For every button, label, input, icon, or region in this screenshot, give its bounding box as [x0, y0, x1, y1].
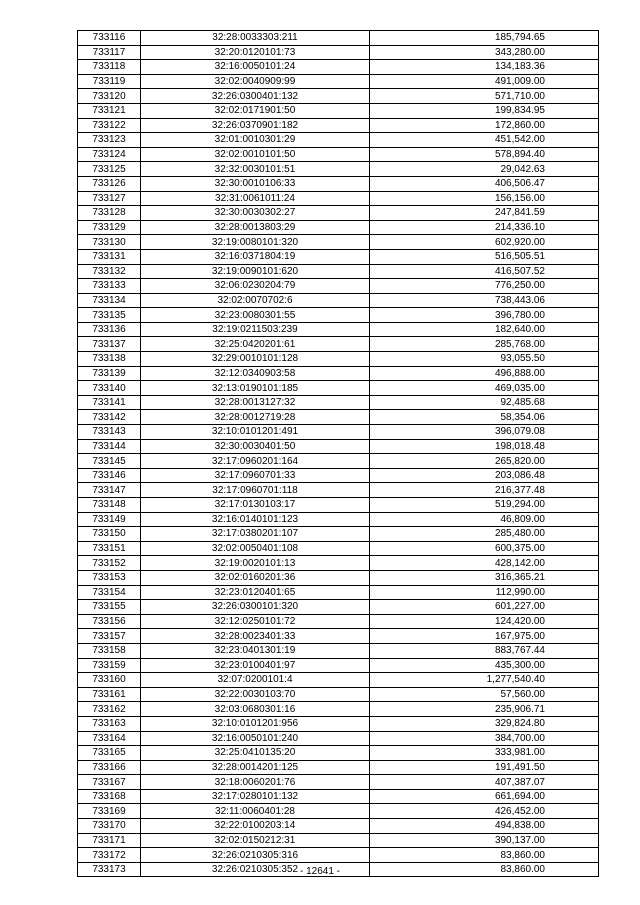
amount-cell: 316,365.21 — [370, 570, 599, 585]
table-row — [78, 746, 599, 761]
cadastral-number-cell: 32:02:0160201:36 — [141, 570, 370, 585]
amount-cell: 390,137.00 — [370, 833, 599, 848]
amount-cell: 329,824.80 — [370, 716, 599, 731]
amount-cell: 83,860.00 — [370, 848, 599, 863]
table-row — [78, 425, 599, 440]
amount-cell: 112,990.00 — [370, 585, 599, 600]
amount-cell: 124,420.00 — [370, 614, 599, 629]
record-id-cell: 733123 — [78, 133, 141, 148]
amount-cell: 134,183.36 — [370, 60, 599, 75]
amount-cell: 496,888.00 — [370, 366, 599, 381]
cadastral-number-cell: 32:28:0033303:211 — [141, 31, 370, 46]
table-row — [78, 643, 599, 658]
table-row — [78, 45, 599, 60]
table-row — [78, 31, 599, 46]
amount-cell: 285,480.00 — [370, 527, 599, 542]
table-row — [78, 702, 599, 717]
table-row — [78, 176, 599, 191]
record-id-cell: 733127 — [78, 191, 141, 206]
record-id-cell: 733126 — [78, 176, 141, 191]
record-id-cell: 733157 — [78, 629, 141, 644]
record-id-cell: 733151 — [78, 541, 141, 556]
cadastral-number-cell: 32:18:0060201:76 — [141, 775, 370, 790]
record-id-cell: 733159 — [78, 658, 141, 673]
table-row — [78, 322, 599, 337]
amount-cell: 1,277,540.40 — [370, 673, 599, 688]
cadastral-number-cell: 32:23:0080301:55 — [141, 308, 370, 323]
cadastral-number-cell: 32:19:0211503:239 — [141, 322, 370, 337]
cadastral-number-cell: 32:20:0120101:73 — [141, 45, 370, 60]
table-row — [78, 352, 599, 367]
table-row — [78, 293, 599, 308]
cadastral-number-cell: 32:16:0371804:19 — [141, 249, 370, 264]
amount-cell: 203,086.48 — [370, 468, 599, 483]
record-id-cell: 733149 — [78, 512, 141, 527]
cadastral-number-cell: 32:32:0030101:51 — [141, 162, 370, 177]
amount-cell: 426,452.00 — [370, 804, 599, 819]
amount-cell: 93,055.50 — [370, 352, 599, 367]
record-id-cell: 733138 — [78, 352, 141, 367]
amount-cell: 428,142.00 — [370, 556, 599, 571]
amount-cell: 407,387.07 — [370, 775, 599, 790]
table-row — [78, 439, 599, 454]
table-row — [78, 337, 599, 352]
record-id-cell: 733162 — [78, 702, 141, 717]
cadastral-number-cell: 32:28:0013127:32 — [141, 395, 370, 410]
cadastral-number-cell: 32:26:0210305:352 — [141, 862, 370, 877]
record-id-cell: 733139 — [78, 366, 141, 381]
table-row — [78, 512, 599, 527]
cadastral-number-cell: 32:16:0140101:123 — [141, 512, 370, 527]
amount-cell: 235,906.71 — [370, 702, 599, 717]
cadastral-number-cell: 32:19:0080101:320 — [141, 235, 370, 250]
table-row — [78, 673, 599, 688]
record-id-cell: 733146 — [78, 468, 141, 483]
record-id-cell: 733119 — [78, 74, 141, 89]
table-row — [78, 687, 599, 702]
record-id-cell: 733172 — [78, 848, 141, 863]
record-id-cell: 733155 — [78, 600, 141, 615]
table-row — [78, 74, 599, 89]
record-id-cell: 733148 — [78, 498, 141, 513]
record-id-cell: 733132 — [78, 264, 141, 279]
amount-cell: 578,894.40 — [370, 147, 599, 162]
cadastral-number-cell: 32:17:0280101:132 — [141, 789, 370, 804]
table-row — [78, 585, 599, 600]
table-row — [78, 600, 599, 615]
record-id-cell: 733171 — [78, 833, 141, 848]
amount-cell: 198,018.48 — [370, 439, 599, 454]
table-row — [78, 147, 599, 162]
table-row — [78, 570, 599, 585]
cadastral-number-cell: 32:23:0100401:97 — [141, 658, 370, 673]
table-row — [78, 249, 599, 264]
amount-cell: 661,694.00 — [370, 789, 599, 804]
cadastral-number-cell: 32:17:0960201:164 — [141, 454, 370, 469]
record-id-cell: 733140 — [78, 381, 141, 396]
amount-cell: 416,507.52 — [370, 264, 599, 279]
record-id-cell: 733118 — [78, 60, 141, 75]
amount-cell: 469,035.00 — [370, 381, 599, 396]
table-row — [78, 527, 599, 542]
cadastral-number-cell: 32:11:0060401:28 — [141, 804, 370, 819]
record-id-cell: 733154 — [78, 585, 141, 600]
record-id-cell: 733150 — [78, 527, 141, 542]
record-id-cell: 733169 — [78, 804, 141, 819]
cadastral-number-cell: 32:30:0010106:33 — [141, 176, 370, 191]
record-id-cell: 733173 — [78, 862, 141, 877]
cadastral-number-cell: 32:12:0340903:58 — [141, 366, 370, 381]
records-table — [77, 30, 599, 877]
cadastral-number-cell: 32:19:0090101:620 — [141, 264, 370, 279]
cadastral-number-cell: 32:10:0101201:491 — [141, 425, 370, 440]
cadastral-number-cell: 32:26:0300401:132 — [141, 89, 370, 104]
table-row — [78, 410, 599, 425]
table-row — [78, 220, 599, 235]
cadastral-number-cell: 32:06:0230204:79 — [141, 279, 370, 294]
table-row — [78, 381, 599, 396]
amount-cell: 167,975.00 — [370, 629, 599, 644]
table-row — [78, 162, 599, 177]
record-id-cell: 733129 — [78, 220, 141, 235]
table-row — [78, 556, 599, 571]
cadastral-number-cell: 32:02:0171901:50 — [141, 103, 370, 118]
record-id-cell: 733168 — [78, 789, 141, 804]
cadastral-number-cell: 32:25:0420201:61 — [141, 337, 370, 352]
page-number: - 12641 - — [299, 866, 341, 877]
record-id-cell: 733125 — [78, 162, 141, 177]
amount-cell: 343,280.00 — [370, 45, 599, 60]
record-id-cell: 733147 — [78, 483, 141, 498]
record-id-cell: 733117 — [78, 45, 141, 60]
cadastral-number-cell: 32:26:0210305:316 — [141, 848, 370, 863]
cadastral-number-cell: 32:30:0030401:50 — [141, 439, 370, 454]
table-row — [78, 118, 599, 133]
cadastral-number-cell: 32:12:0250101:72 — [141, 614, 370, 629]
amount-cell: 738,443.06 — [370, 293, 599, 308]
table-row — [78, 760, 599, 775]
table-row — [78, 614, 599, 629]
amount-cell: 384,700.00 — [370, 731, 599, 746]
amount-cell: 600,375.00 — [370, 541, 599, 556]
amount-cell: 883,767.44 — [370, 643, 599, 658]
amount-cell: 199,834.95 — [370, 103, 599, 118]
cadastral-number-cell: 32:02:0040909:99 — [141, 74, 370, 89]
record-id-cell: 733160 — [78, 673, 141, 688]
amount-cell: 214,336.10 — [370, 220, 599, 235]
amount-cell: 333,981.00 — [370, 746, 599, 761]
cadastral-number-cell: 32:30:0030302:27 — [141, 206, 370, 221]
amount-cell: 776,250.00 — [370, 279, 599, 294]
amount-cell: 285,768.00 — [370, 337, 599, 352]
table-row — [78, 498, 599, 513]
table-row — [78, 133, 599, 148]
cadastral-number-cell: 32:16:0050101:240 — [141, 731, 370, 746]
table-row — [78, 731, 599, 746]
record-id-cell: 733122 — [78, 118, 141, 133]
record-id-cell: 733135 — [78, 308, 141, 323]
cadastral-number-cell: 32:16:0050101:24 — [141, 60, 370, 75]
cadastral-number-cell: 32:28:0013803:29 — [141, 220, 370, 235]
record-id-cell: 733141 — [78, 395, 141, 410]
cadastral-number-cell: 32:03:0680301:16 — [141, 702, 370, 717]
table-row — [78, 103, 599, 118]
cadastral-number-cell: 32:07:0200101:4 — [141, 673, 370, 688]
table-row — [78, 60, 599, 75]
table-row — [78, 279, 599, 294]
cadastral-number-cell: 32:17:0960701:33 — [141, 468, 370, 483]
record-id-cell: 733156 — [78, 614, 141, 629]
cadastral-number-cell: 32:19:0020101:13 — [141, 556, 370, 571]
record-id-cell: 733165 — [78, 746, 141, 761]
cadastral-number-cell: 32:17:0960701:118 — [141, 483, 370, 498]
record-id-cell: 733116 — [78, 31, 141, 46]
amount-cell: 406,506.47 — [370, 176, 599, 191]
table-row — [78, 89, 599, 104]
table-row — [78, 206, 599, 221]
amount-cell: 185,794.65 — [370, 31, 599, 46]
amount-cell: 494,838.00 — [370, 819, 599, 834]
amount-cell: 92,485.68 — [370, 395, 599, 410]
record-id-cell: 733152 — [78, 556, 141, 571]
cadastral-number-cell: 32:02:0050401:108 — [141, 541, 370, 556]
record-id-cell: 733166 — [78, 760, 141, 775]
table-row — [78, 819, 599, 834]
cadastral-number-cell: 32:28:0012719:28 — [141, 410, 370, 425]
cadastral-number-cell: 32:22:0030103:70 — [141, 687, 370, 702]
amount-cell: 435,300.00 — [370, 658, 599, 673]
amount-cell: 191,491.50 — [370, 760, 599, 775]
record-id-cell: 733128 — [78, 206, 141, 221]
record-id-cell: 733161 — [78, 687, 141, 702]
cadastral-number-cell: 32:23:0401301:19 — [141, 643, 370, 658]
table-row — [78, 804, 599, 819]
amount-cell: 519,294.00 — [370, 498, 599, 513]
table-row — [78, 629, 599, 644]
cadastral-number-cell: 32:02:0010101:50 — [141, 147, 370, 162]
table-row — [78, 541, 599, 556]
table-row — [78, 658, 599, 673]
record-id-cell: 733136 — [78, 322, 141, 337]
table-row — [78, 395, 599, 410]
record-id-cell: 733134 — [78, 293, 141, 308]
amount-cell: 451,542.00 — [370, 133, 599, 148]
amount-cell: 83,860.00 — [370, 862, 599, 877]
record-id-cell: 733167 — [78, 775, 141, 790]
cadastral-number-cell: 32:23:0120401:65 — [141, 585, 370, 600]
record-id-cell: 733164 — [78, 731, 141, 746]
cadastral-number-cell: 32:10:0101201:956 — [141, 716, 370, 731]
table-row — [78, 468, 599, 483]
cadastral-number-cell: 32:13:0190101:185 — [141, 381, 370, 396]
amount-cell: 491,009.00 — [370, 74, 599, 89]
record-id-cell: 733120 — [78, 89, 141, 104]
table-row — [78, 775, 599, 790]
table-row — [78, 264, 599, 279]
amount-cell: 602,920.00 — [370, 235, 599, 250]
record-id-cell: 733170 — [78, 819, 141, 834]
amount-cell: 601,227.00 — [370, 600, 599, 615]
amount-cell: 216,377.48 — [370, 483, 599, 498]
record-id-cell: 733131 — [78, 249, 141, 264]
record-id-cell: 733133 — [78, 279, 141, 294]
table-row — [78, 308, 599, 323]
cadastral-number-cell: 32:02:0150212:31 — [141, 833, 370, 848]
record-id-cell: 733121 — [78, 103, 141, 118]
table-row — [78, 483, 599, 498]
amount-cell: 396,079.08 — [370, 425, 599, 440]
table-row — [78, 716, 599, 731]
table-row — [78, 191, 599, 206]
cadastral-number-cell: 32:01:0010301:29 — [141, 133, 370, 148]
amount-cell: 172,860.00 — [370, 118, 599, 133]
table-row — [78, 454, 599, 469]
amount-cell: 182,640.00 — [370, 322, 599, 337]
cadastral-number-cell: 32:22:0100203:14 — [141, 819, 370, 834]
record-id-cell: 733142 — [78, 410, 141, 425]
record-id-cell: 733158 — [78, 643, 141, 658]
record-id-cell: 733124 — [78, 147, 141, 162]
cadastral-number-cell: 32:17:0380201:107 — [141, 527, 370, 542]
record-id-cell: 733153 — [78, 570, 141, 585]
cadastral-number-cell: 32:26:0370901:182 — [141, 118, 370, 133]
cadastral-number-cell: 32:29:0010101:128 — [141, 352, 370, 367]
record-id-cell: 733143 — [78, 425, 141, 440]
records-table-body — [78, 31, 599, 877]
cadastral-number-cell: 32:02:0070702:6 — [141, 293, 370, 308]
table-row — [78, 848, 599, 863]
table-row — [78, 366, 599, 381]
record-id-cell: 733163 — [78, 716, 141, 731]
amount-cell: 247,841.59 — [370, 206, 599, 221]
amount-cell: 516,505.51 — [370, 249, 599, 264]
table-row — [78, 833, 599, 848]
cadastral-number-cell: 32:28:0014201:125 — [141, 760, 370, 775]
amount-cell: 57,560.00 — [370, 687, 599, 702]
amount-cell: 156,156.00 — [370, 191, 599, 206]
cadastral-number-cell: 32:25:0410135:20 — [141, 746, 370, 761]
record-id-cell: 733137 — [78, 337, 141, 352]
cadastral-number-cell: 32:28:0023401:33 — [141, 629, 370, 644]
table-row — [78, 789, 599, 804]
amount-cell: 58,354.06 — [370, 410, 599, 425]
cadastral-number-cell: 32:17:0130103:17 — [141, 498, 370, 513]
cadastral-number-cell: 32:31:0061011:24 — [141, 191, 370, 206]
record-id-cell: 733145 — [78, 454, 141, 469]
amount-cell: 265,820.00 — [370, 454, 599, 469]
table-row — [78, 235, 599, 250]
record-id-cell: 733130 — [78, 235, 141, 250]
amount-cell: 29,042.63 — [370, 162, 599, 177]
amount-cell: 571,710.00 — [370, 89, 599, 104]
record-id-cell: 733144 — [78, 439, 141, 454]
amount-cell: 46,809.00 — [370, 512, 599, 527]
amount-cell: 396,780.00 — [370, 308, 599, 323]
cadastral-number-cell: 32:26:0300101:320 — [141, 600, 370, 615]
